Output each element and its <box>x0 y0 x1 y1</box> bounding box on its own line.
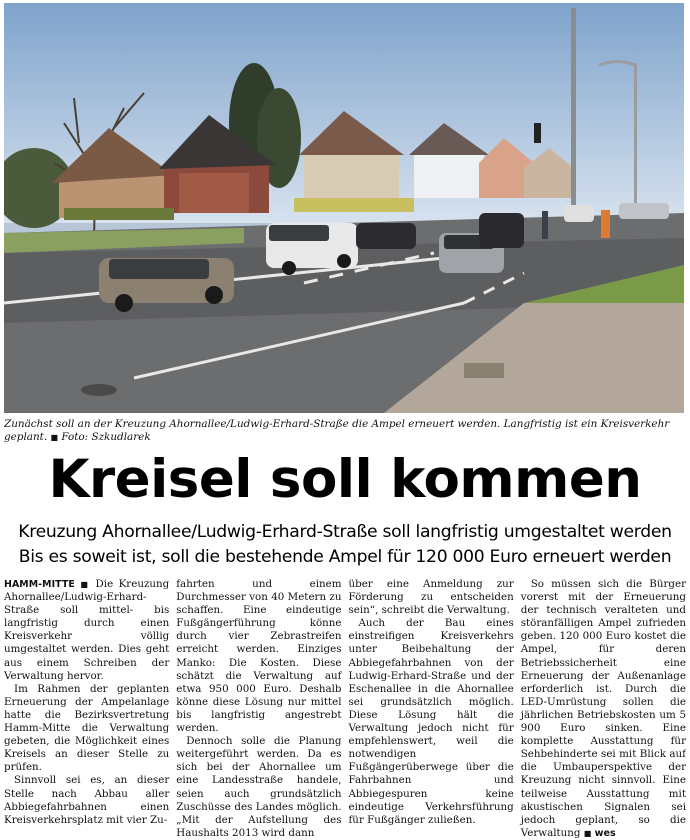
photo-credit: Foto: Szkudlarek <box>61 431 151 443</box>
paragraph: Im Rahmen der geplanten Erneuerung der Ampelanlage hatte die Bezirksvertretung Hamm-Mitte die Verwaltung gebeten, die Möglichkeit eines Kreisels an dieser Stelle zu prüfen. <box>4 682 170 774</box>
paragraph-text: Die Kreuzung Ahornallee/Ludwig-Erhard-Straße soll mittel- bis langfristig durch einen Kreisverkehr völlig umgestaltet werden. Dies geht aus einem Schreiben der Verwaltung hervor. <box>4 578 170 682</box>
dateline: HAMM-MITTE <box>4 579 75 590</box>
article-column-4 <box>521 578 686 840</box>
caption-text: Zunächst soll an der Kreuzung Ahornallee/Ludwig-Erhard-Straße die Ampel erneuert werden. Langfristig ist ein Kreisverkehr geplant. <box>4 418 670 443</box>
headline: Kreisel soll kommen <box>48 449 642 510</box>
author-signature: wes <box>594 827 616 839</box>
street-photo <box>4 3 684 413</box>
credit-bullet: ■ <box>50 433 59 442</box>
paragraph-text: So müssen sich die Bürger vorerst mit der Erneuerung der technisch veralteten und störanfälligen Ampel zufrieden geben. 120 000 Euro kostet die Ampel, für deren Betriebssicherheit eine Erneuerung der Außenanlage erforderlich ist. Durch die LED-Umrüstung sollen die jährlichen Betriebskosten um 5 900 Euro sinken. Eine komplette Ausstattung für Sehbehinderte sei mit Blick auf die Umbauperspektive der Kreuzung nicht sinnvoll. Eine teilweise Ausstattung mit akustischen Signalen sei jedoch geplant, so die Verwaltung <box>520 578 686 839</box>
paragraph: Dennoch solle die Planung weitergeführt werden. Da es sich bei der Ahornallee um eine Landesstraße handele, seien auch grundsätzlich Zuschüsse des Landes möglich. „Mit der Aufstellung des Haushalts 2013 wird dann <box>176 735 342 839</box>
subheadline-2: Bis es soweit ist, soll die bestehende Ampel für 120 000 Euro erneuert werden <box>18 547 672 567</box>
paragraph: über eine Anmeldung zur Förderung zu entscheiden sein“, schreibt die Verwaltung. <box>348 578 514 617</box>
signature-bullet: ■ <box>583 828 592 838</box>
paragraph: Auch der Bau eines einstreifigen Kreisverkehrs unter Beibehaltung der Abbiegefahrbahnen von der Ludwig-Erhard-Straße und der Eschenallee in die Ahornallee sei grundsätzlich möglich. Diese Lösung hält die Verwaltung jedoch nicht für empfehlenswert, weil die notwendigen Fußgängerüberwege über die Fahrbahnen und Abbiegespuren keine eindeutige Verkehrsführung für Fußgänger zuließen. <box>348 617 514 826</box>
paragraph: Sinnvoll sei es, an dieser Stelle nach Abbau aller Abbiegefahrbahnen einen Kreisverkehrsplatz mit vier Zu- <box>4 774 170 826</box>
subheadline-1: Kreuzung Ahornallee/Ludwig-Erhard-Straße soll langfristig umgestaltet werden <box>18 522 672 542</box>
dateline-bullet: ■ <box>80 580 91 589</box>
paragraph <box>521 578 686 840</box>
article-column-3 <box>349 578 514 840</box>
article-column-1 <box>4 578 169 840</box>
paragraph <box>4 578 169 683</box>
article-column-2 <box>176 578 341 840</box>
photo-caption <box>4 418 686 444</box>
article-body <box>4 578 686 840</box>
paragraph: fahrten und einem Durchmesser von 40 Metern zu schaffen. Eine eindeutige Fußgängerführung könne durch vier Zebrastreifen erreicht werden. Einziges Manko: Die Kosten. Diese schätzt die Verwaltung auf etwa 950 000 Euro. Deshalb könne diese Lösung nur mittel bis langfristig angestrebt werden. <box>176 578 342 735</box>
